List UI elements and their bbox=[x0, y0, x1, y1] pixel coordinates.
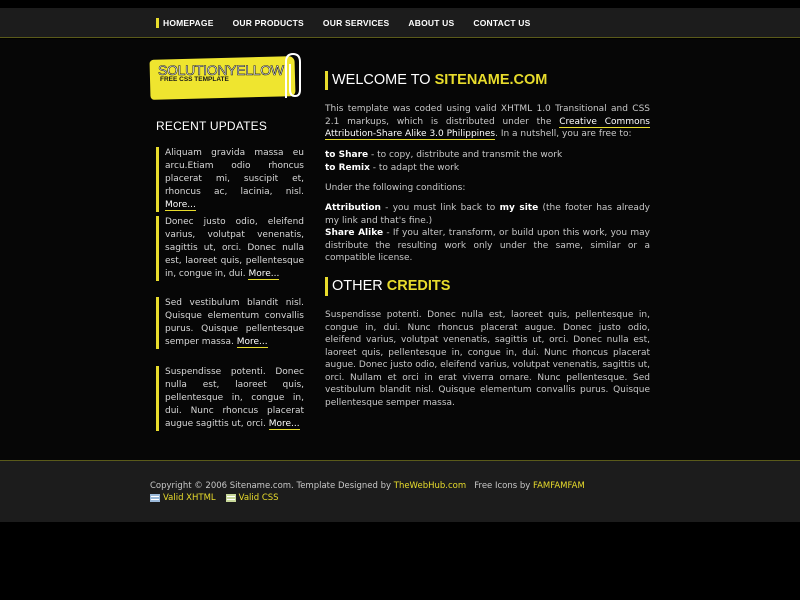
conditions-paragraph: Under the following conditions: bbox=[325, 183, 466, 193]
credits-heading-highlight: CREDITS bbox=[386, 278, 451, 294]
valid-xhtml-link[interactable] bbox=[150, 493, 216, 503]
nav-homepage[interactable]: HOMEPAGE bbox=[156, 18, 214, 28]
top-strip bbox=[0, 0, 800, 8]
validation-links bbox=[150, 493, 289, 503]
more-link[interactable]: More... bbox=[236, 337, 268, 347]
logo-subtitle: FREE CSS TEMPLATE bbox=[160, 76, 229, 83]
footer-copyright bbox=[150, 481, 585, 491]
credits-heading bbox=[325, 277, 450, 296]
nav-our-services[interactable]: OUR SERVICES bbox=[322, 18, 390, 28]
more-link[interactable]: More... bbox=[248, 269, 280, 279]
update-text: Sed vestibulum blandit nisl. Quisque elementum convallis purus. Quisque pellentesque semper massa. bbox=[165, 298, 304, 347]
site-logo[interactable] bbox=[150, 58, 300, 98]
nav-our-products[interactable]: OUR PRODUCTS bbox=[232, 18, 304, 28]
update-text: Aliquam gravida massa eu arcu.Etiam odio rhoncus placerat mi, suscipit et, rhoncus ac, lacinia, nisl. bbox=[165, 148, 304, 197]
welcome-heading-highlight: SITENAME.COM bbox=[434, 72, 548, 88]
welcome-heading bbox=[325, 71, 547, 90]
credits-paragraph: Suspendisse potenti. Donec nulla est, laoreet quis, pellentesque in, congue in, dui. Nunc rhoncus placerat augue. Donec justo odio, eleifend varius, volutpat venenatis, sagittis ut, orci. Donec nulla est, laoreet quis, pellentesque in, congue in, dui. Nunc rhoncus placerat augue. Donec justo odio, eleifend varius, volutpat venenatis, sagittis ut, orci. Nullam et orci in erat viverra ornare. Nunc pellentesque. Sed vestibulum blandit nisl. Quisque elementum convallis purus. Quisque pellentesque semper massa. bbox=[325, 310, 650, 408]
update-item bbox=[156, 216, 304, 281]
update-item bbox=[156, 147, 304, 212]
update-text: Suspendisse potenti. Donec nulla est, laoreet quis, pellentesque in, congue in, dui. Nunc rhoncus placerat augue sagittis ut, orci. bbox=[165, 367, 304, 429]
more-link[interactable]: More... bbox=[268, 419, 300, 429]
logo-title: SOLUTIONYELLOW bbox=[158, 62, 284, 78]
css-badge-icon bbox=[226, 494, 236, 502]
welcome-heading-prefix: WELCOME TO bbox=[332, 72, 435, 88]
nav-contact-us[interactable]: CONTACT US bbox=[473, 18, 531, 28]
more-link[interactable]: More... bbox=[165, 200, 196, 210]
my-site-label: my site bbox=[499, 203, 539, 213]
main-nav bbox=[156, 8, 550, 38]
update-item bbox=[156, 297, 304, 349]
footer bbox=[0, 460, 800, 522]
attribution-label: Attribution bbox=[325, 203, 381, 213]
attribution-text: - you must link back to bbox=[380, 203, 500, 213]
license-link[interactable]: Creative Commons Attribution-Share Alike 3.0 Philippines bbox=[325, 116, 650, 139]
update-item bbox=[156, 366, 304, 431]
intro-text-end: . In a nutshell, you are free to: bbox=[495, 129, 632, 139]
intro-paragraph bbox=[325, 103, 650, 141]
valid-xhtml-label: Valid XHTML bbox=[163, 493, 216, 503]
valid-css-label: Valid CSS bbox=[238, 493, 279, 503]
designer-link[interactable]: TheWebHub.com bbox=[393, 481, 467, 491]
famfamfam-link[interactable]: FAMFAMFAM bbox=[533, 481, 585, 491]
nav-about-us[interactable]: ABOUT US bbox=[408, 18, 455, 28]
share-alike-label: Share Alike bbox=[325, 228, 384, 238]
share-text: - to copy, distribute and transmit the work bbox=[368, 150, 563, 160]
update-text: Donec justo odio, eleifend varius, volutpat venenatis, sagittis ut, orci. Donec nulla est, laoreet quis, pellentesque in, congue in, dui. bbox=[165, 217, 304, 279]
valid-css-link[interactable] bbox=[226, 493, 279, 503]
intro-text: This template was coded using valid XHTML 1.0 Transitional and CSS 2.1 markups, which is distributed under the bbox=[325, 104, 650, 127]
xhtml-badge-icon bbox=[150, 494, 160, 502]
attribution-text-end: (the footer has already my link and that's fine.) bbox=[325, 203, 650, 226]
share-alike-text: - If you alter, transform, or build upon this work, you may distribute the resulting work only under the same, similar or a compatible license. bbox=[325, 228, 651, 263]
share-label: to Share bbox=[325, 150, 369, 160]
sidebar-heading: RECENT UPDATES bbox=[156, 119, 268, 133]
paperclip-icon bbox=[276, 50, 304, 102]
remix-text: - to adapt the work bbox=[369, 162, 460, 173]
icons-credit-text: Free Icons by bbox=[474, 481, 533, 491]
copyright-text: Copyright © 2006 Sitename.com. Template Designed by bbox=[150, 481, 394, 491]
bottom-area bbox=[0, 522, 800, 600]
freedoms-paragraph bbox=[325, 149, 650, 174]
credits-heading-prefix: OTHER bbox=[332, 278, 387, 294]
remix-label: to Remix bbox=[325, 162, 370, 173]
terms-paragraph bbox=[325, 202, 650, 265]
